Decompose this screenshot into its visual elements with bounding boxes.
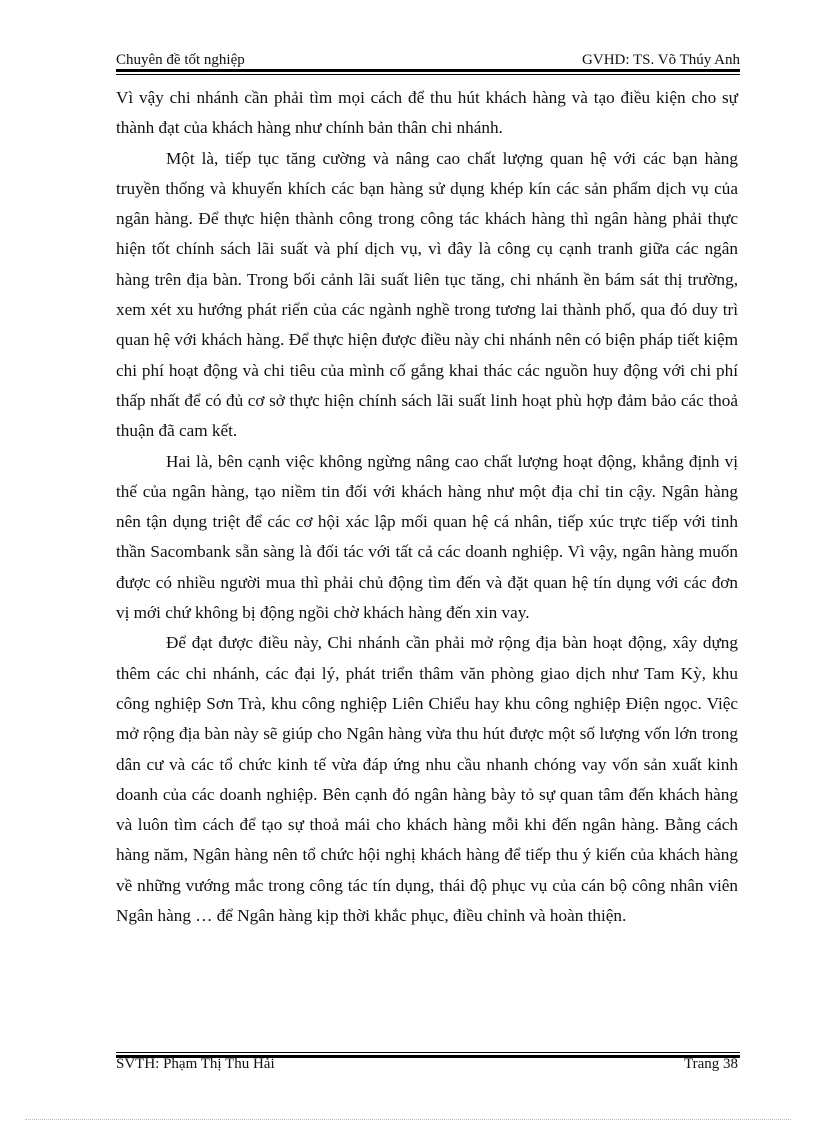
page-header bbox=[116, 52, 740, 69]
header-advisor: GVHD: TS. Võ Thúy Anh bbox=[582, 52, 740, 68]
body-text bbox=[116, 83, 738, 931]
paragraph-hai-la: Hai là, bên cạnh việc không ngừng nâng cao chất lượng hoạt động, khẳng định vị thế của ngân hàng, tạo niềm tin đối với khách hàng như một địa chỉ tin cậy. Ngân hàng nên tận dụng triệt để các cơ hội xác lập mối quan hệ cá nhân, tiếp xúc trực tiếp với tinh thần Sacombank sẵn sàng là đối tác với tất cả các doanh nghiệp. Vì vậy, ngân hàng muốn được có nhiều người mua thì phải chủ động tìm đến và đặt quan hệ tín dụng với các đơn vị mới chứ không bị động ngồi chờ khách hàng đến xin vay. bbox=[116, 451, 738, 623]
footer-page-number: Trang 38 bbox=[683, 1056, 738, 1072]
header-rule-thick bbox=[116, 69, 740, 72]
footer-student: SVTH: Phạm Thị Thu Hải bbox=[116, 1056, 275, 1072]
page-footer bbox=[116, 1056, 738, 1073]
header-document-type: Chuyên đề tốt nghiệp bbox=[116, 52, 245, 68]
paragraph-continuation: Vì vậy chi nhánh cần phải tìm mọi cách để thu hút khách hàng và tạo điều kiện cho sự thành đạt của khách hàng như chính bản thân chi nhánh. bbox=[116, 88, 738, 138]
page-edge-divider bbox=[25, 1119, 791, 1120]
footer-rule-thin bbox=[116, 1052, 740, 1053]
paragraph-mot-la: Một là, tiếp tục tăng cường và nâng cao chất lượng quan hệ với các bạn hàng truyền thống và khuyến khích các bạn hàng sử dụng khép kín các sản phẩm dịch vụ của ngân hàng. Để thực hiện thành công trong công tác khách hàng thì ngân hàng phải thực hiện tốt chính sách lãi suất và phí dịch vụ, vì đây là công cụ cạnh tranh giữa các ngân hàng trên địa bàn. Trong bối cảnh lãi suất liên tục tăng, chi nhánh ền bám sát thị trường, xem xét xu hướng phát riển của các ngành nghề trong tương lai thành phố, qua đó duy trì quan hệ với khách hàng. Để thực hiện được điều này chi nhánh nên có biện pháp tiết kiệm chi phí hoạt động và chi tiêu của mình cố gắng khai thác các nguồn huy động với chi phí thấp nhất để có đủ cơ sở thực hiện chính sách lãi suất linh hoạt phù hợp đảm bảo các thoả thuận đã cam kết. bbox=[116, 148, 738, 441]
paragraph-de-dat-duoc: Để đạt được điều này, Chi nhánh cần phải mở rộng địa bàn hoạt động, xây dựng thêm các chi nhánh, các đại lý, phát triển thâm văn phòng giao dịch như Tam Kỳ, khu công nghiệp Sơn Trà, khu công nghiệp Liên Chiểu hay khu công nghiệp Điện ngọc. Việc mở rộng địa bàn này sẽ giúp cho Ngân hàng vừa thu hút được một số lượng vốn lớn trong dân cư và các tổ chức kinh tế vừa đáp ứng nhu cầu nhanh chóng vay vốn sản xuất kinh doanh của các doanh nghiệp. Bên cạnh đó ngân hàng bày tỏ sự quan tâm đến khách hàng và luôn tìm cách để tạo sự thoả mái cho khách hàng mỗi khi đến ngân hàng. Bằng cách hàng năm, Ngân hàng nên tổ chức hội nghị khách hàng để tiếp thu ý kiến của khách hàng về những vướng mắc trong công tác tín dụng, thái độ phục vụ của cán bộ công nhân viên Ngân hàng … để Ngân hàng kịp thời khắc phục, điều chỉnh và hoàn thiện. bbox=[116, 633, 738, 926]
header-rule-thin bbox=[116, 74, 740, 75]
